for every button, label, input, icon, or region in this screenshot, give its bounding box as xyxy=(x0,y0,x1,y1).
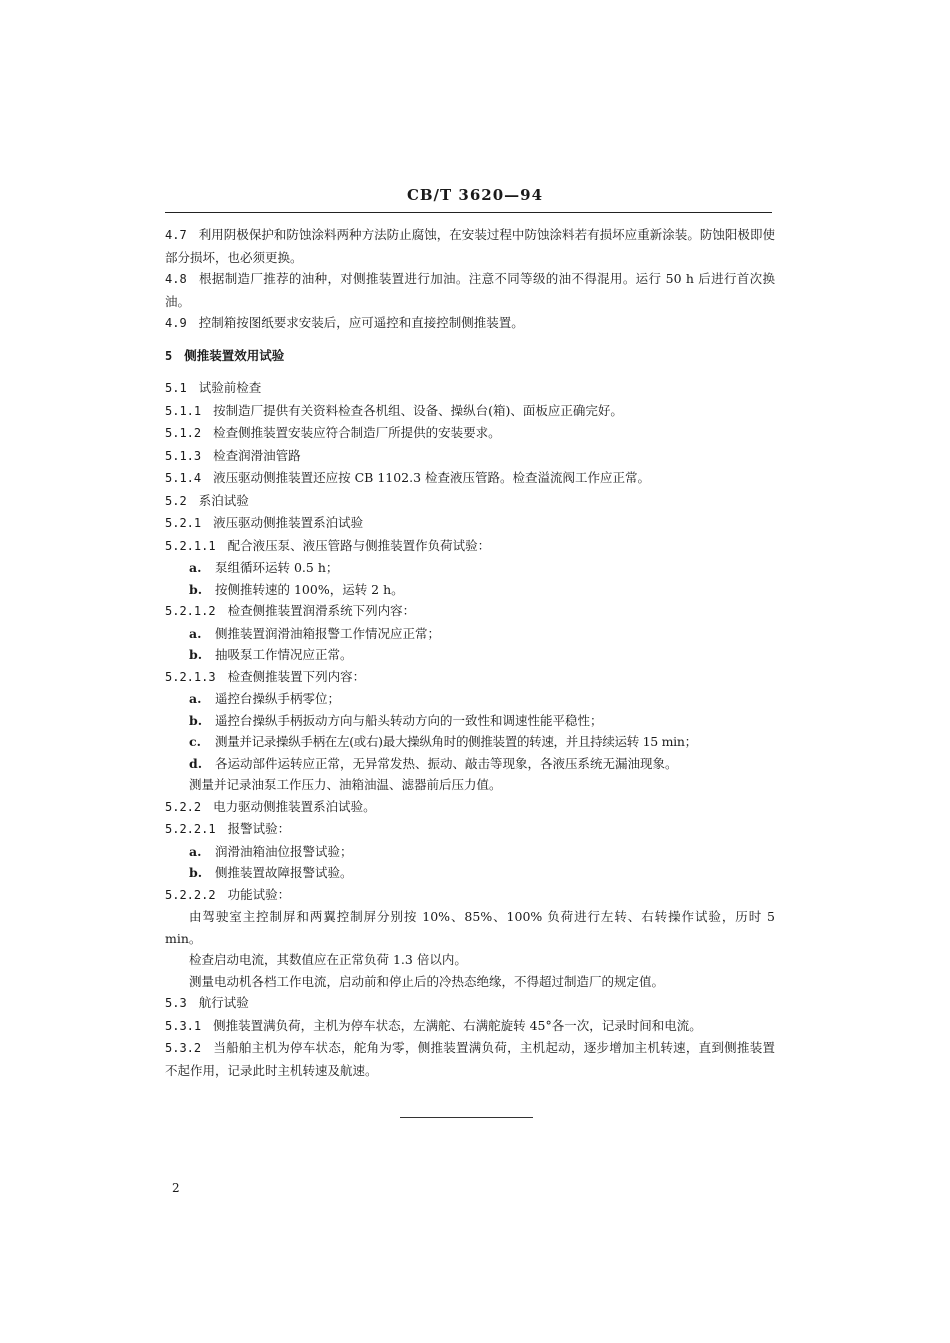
para-4-8 xyxy=(165,268,775,312)
para-text: 液压驱动侧推装置还应按 CB 1102.3 检查液压管路。检查溢流阀工作应正常。 xyxy=(213,470,651,485)
para-5-1-3 xyxy=(165,445,775,468)
list-marker: b. xyxy=(189,581,203,597)
para-4-9 xyxy=(165,312,775,335)
para-5-2-1-2 xyxy=(165,600,775,623)
para-text: 功能试验： xyxy=(227,886,291,902)
para-number: 5.1.1 xyxy=(165,403,202,418)
list-marker: a. xyxy=(189,691,202,706)
para-5-1 xyxy=(165,377,775,400)
list-marker: b. xyxy=(189,647,203,662)
para-5-1-4 xyxy=(165,467,775,490)
para-text: 利用阴极保护和防蚀涂料两种方法防止腐蚀，在安装过程中防蚀涂料若有损坏应重新涂装。防蚀阳极即使部分损坏，也必须更换。 xyxy=(165,227,775,265)
list-item xyxy=(165,753,775,775)
list-marker: a. xyxy=(189,843,202,859)
list-marker: a. xyxy=(189,625,202,641)
list-text: 遥控台操纵手柄零位； xyxy=(215,691,341,706)
list-text: 测量并记录操纵手柄在左(或右)最大操纵角时的侧推装置的转速，并且持续运转 15 min； xyxy=(215,734,697,749)
para-number: 5.1.3 xyxy=(165,448,202,463)
para-number: 5.2.1.2 xyxy=(165,604,216,618)
para-number: 5.1 xyxy=(165,381,187,395)
para-text: 系泊试验 xyxy=(198,492,249,508)
list-item xyxy=(165,579,775,601)
para-text: 检查侧推装置润滑系统下列内容： xyxy=(227,603,416,618)
para-4-7 xyxy=(165,224,775,268)
para-number: 5.3 xyxy=(165,996,187,1010)
para-number: 5.2.1.3 xyxy=(165,669,216,684)
para-text: 液压驱动侧推装置系泊试验 xyxy=(213,515,364,530)
para-text: 检查侧推装置安装应符合制造厂所提供的安装要求。 xyxy=(213,425,501,440)
list-text: 侧推装置故障报警试验。 xyxy=(215,865,353,880)
para-5-2-2-2 xyxy=(165,884,775,907)
para-text: 报警试验： xyxy=(227,821,291,836)
para-text: 根据制造厂推荐的油种，对侧推装置进行加油。注意不同等级的油不得混用。运行 50 h 后进行首次换油。 xyxy=(165,271,775,309)
para-text: 侧推装置满负荷，主机为停车状态，左满舵、右满舵旋转 45°各一次，记录时间和电流。 xyxy=(213,1017,702,1033)
list-marker: a. xyxy=(189,560,202,575)
section-number: 5 xyxy=(165,348,173,363)
para-number: 4.9 xyxy=(165,316,187,330)
para-text: 配合液压泵、液压管路与侧推装置作负荷试验： xyxy=(227,537,491,553)
list-item xyxy=(165,731,775,753)
para-text: 控制箱按图纸要求安装后，应可遥控和直接控制侧推装置。 xyxy=(198,315,524,330)
para-number: 4.7 xyxy=(165,228,187,242)
header-rule xyxy=(165,212,772,213)
para-5-1-1 xyxy=(165,400,775,423)
list-text: 润滑油箱油位报警试验； xyxy=(215,843,353,859)
para-number: 5.3.2 xyxy=(165,1041,202,1055)
page-header: CB/T 3620—94 xyxy=(406,186,544,204)
para-5-2-1 xyxy=(165,512,775,535)
list-text: 各运动部件运转应正常，无异常发热、振动、敲击等现象，各液压系统无漏油现象。 xyxy=(215,755,678,771)
note-text: 测量并记录油泵工作压力、油箱油温、滤器前后压力值。 xyxy=(189,777,502,792)
para-text: 试验前检查 xyxy=(198,380,262,395)
list-marker: c. xyxy=(189,734,201,749)
list-text: 抽吸泵工作情况应正常。 xyxy=(215,647,353,662)
list-item xyxy=(165,688,775,710)
list-text: 遥控台操纵手柄扳动方向与船头转动方向的一致性和调速性能平稳性； xyxy=(215,712,603,728)
para-5-2-1-3 xyxy=(165,666,775,689)
para-number: 5.2.1.1 xyxy=(165,538,216,553)
para-5-1-2 xyxy=(165,422,775,445)
para-5-2 xyxy=(165,490,775,513)
para-number: 5.3.1 xyxy=(165,1018,202,1033)
list-text: 侧推装置润滑油箱报警工作情况应正常； xyxy=(215,625,441,641)
para-text: 按制造厂提供有关资料检查各机组、设备、操纵台(箱)、面板应正确完好。 xyxy=(213,402,623,418)
page-number: 2 xyxy=(172,1181,180,1195)
list-item xyxy=(165,623,775,645)
list-marker: d. xyxy=(189,755,203,771)
para-5-2-2-1 xyxy=(165,818,775,841)
para-number: 5.2.1 xyxy=(165,516,202,530)
list-item xyxy=(165,862,775,884)
para-5-2-1-1 xyxy=(165,535,775,558)
para-5-3-1 xyxy=(165,1015,775,1038)
para-5-3-2 xyxy=(165,1037,775,1081)
para-number: 5.2.2.2 xyxy=(165,887,216,902)
list-text: 泵组循环运转 0.5 h； xyxy=(215,560,339,575)
list-item xyxy=(165,710,775,732)
document-body xyxy=(165,224,775,1081)
list-marker: b. xyxy=(189,712,203,728)
para-number: 5.2 xyxy=(165,493,187,508)
body-paragraph: 由驾驶室主控制屏和两翼控制屏分别按 10%、85%、100% 负荷进行左转、右转操作试验，历时 5 min。 xyxy=(165,909,775,946)
end-rule xyxy=(400,1117,533,1118)
para-text: 电力驱动侧推装置系泊试验。 xyxy=(213,798,376,814)
list-marker: b. xyxy=(189,865,203,880)
para-5-3 xyxy=(165,992,775,1015)
para-number: 5.1.4 xyxy=(165,471,202,485)
para-number: 5.2.2 xyxy=(165,799,202,814)
list-item xyxy=(165,557,775,579)
body-paragraph: 测量电动机各档工作电流，启动前和停止后的冷热态绝缘，不得超过制造厂的规定值。 xyxy=(189,973,665,989)
para-number: 5.2.2.1 xyxy=(165,822,216,836)
section-title-text: 侧推装置效用试验 xyxy=(184,347,285,363)
para-text: 检查润滑油管路 xyxy=(213,447,301,463)
para-number: 4.8 xyxy=(165,272,187,286)
para-number: 5.1.2 xyxy=(165,426,202,440)
list-item xyxy=(165,644,775,666)
para-text: 检查侧推装置下列内容： xyxy=(227,668,366,684)
para-text: 当船舶主机为停车状态，舵角为零，侧推装置满负荷，主机起动，逐步增加主机转速，直到侧推装置不起作用，记录此时主机转速及航速。 xyxy=(165,1040,775,1078)
list-item xyxy=(165,841,775,863)
list-text: 按侧推转速的 100%，运转 2 h。 xyxy=(215,581,404,597)
para-text: 航行试验 xyxy=(198,995,249,1010)
para-5-2-2 xyxy=(165,796,775,819)
section-5-title xyxy=(165,345,775,368)
body-paragraph: 检查启动电流，其数值应在正常负荷 1.3 倍以内。 xyxy=(189,952,467,967)
